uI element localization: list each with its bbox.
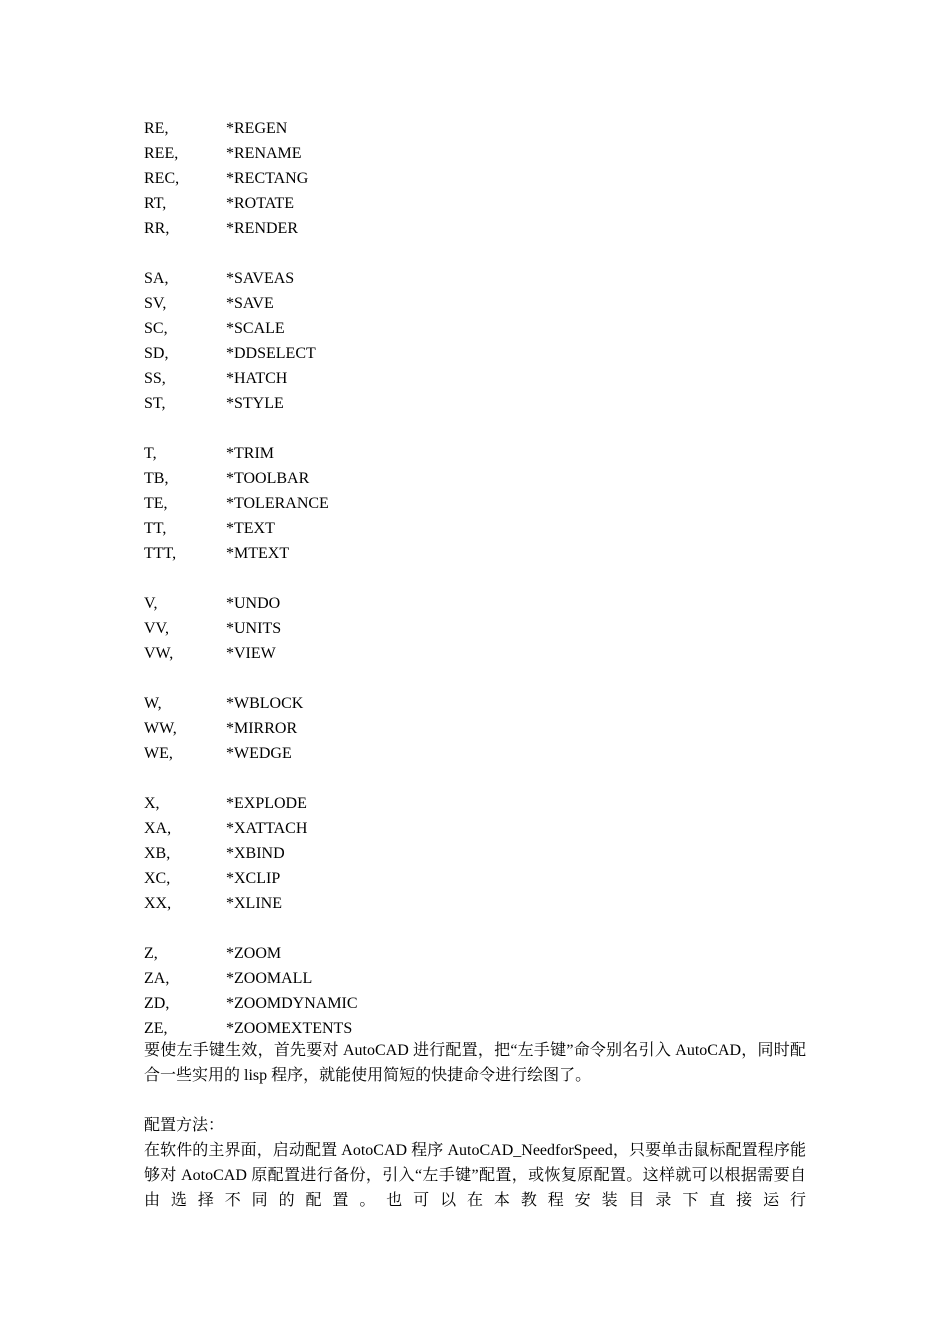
command-alias-list (144, 116, 804, 1041)
alias-command: *MIRROR (226, 720, 298, 737)
alias-key: ZA, (144, 970, 170, 987)
alias-command: *DDSELECT (226, 345, 316, 362)
alias-key: RR, (144, 220, 170, 237)
alias-key: W, (144, 695, 162, 712)
alias-row (144, 116, 804, 141)
alias-row (144, 866, 804, 891)
alias-command: *ROTATE (226, 195, 295, 212)
alias-command: *TEXT (226, 520, 275, 537)
alias-command: *ZOOMEXTENTS (226, 1020, 353, 1037)
alias-command: *XATTACH (226, 820, 308, 837)
alias-row (144, 816, 804, 841)
alias-command: *HATCH (226, 370, 288, 387)
alias-row (144, 216, 804, 241)
alias-command: *ZOOMALL (226, 970, 313, 987)
alias-group (144, 591, 804, 666)
alias-group (144, 116, 804, 241)
alias-key: WW, (144, 720, 177, 737)
alias-row (144, 266, 804, 291)
alias-key: TE, (144, 495, 168, 512)
alias-row (144, 466, 804, 491)
alias-row (144, 941, 804, 966)
alias-command: *RECTANG (226, 170, 309, 187)
alias-row (144, 391, 804, 416)
alias-key: REE, (144, 145, 179, 162)
config-heading: 配置方法： (144, 1117, 225, 1134)
alias-command: *TRIM (226, 445, 274, 462)
alias-key: TT, (144, 520, 167, 537)
alias-command: *SAVE (226, 295, 274, 312)
alias-row (144, 441, 804, 466)
alias-key: XC, (144, 870, 171, 887)
alias-key: TB, (144, 470, 169, 487)
alias-row (144, 591, 804, 616)
alias-command: *RENAME (226, 145, 302, 162)
paragraph-spacer (144, 1088, 806, 1113)
alias-command: *RENDER (226, 220, 298, 237)
alias-row (144, 366, 804, 391)
alias-group (144, 266, 804, 416)
alias-key: REC, (144, 170, 180, 187)
alias-row (144, 541, 804, 566)
document-body (144, 1038, 806, 1213)
alias-row (144, 616, 804, 641)
alias-row (144, 966, 804, 991)
config-paragraph: 在软件的主界面，启动配置 AotoCAD 程序 AutoCAD_NeedforSpeed，只要单击鼠标配置程序能够对 AotoCAD 原配置进行备份，引入“左手键”配置，或恢复原配置。这样就可以根据需要自由选择不同的配置。也可以在本教程安装目录下直接运行 (144, 1142, 806, 1209)
alias-row (144, 291, 804, 316)
alias-command: *ZOOM (226, 945, 282, 962)
alias-command: *WEDGE (226, 745, 292, 762)
alias-key: V, (144, 595, 158, 612)
alias-command: *TOOLBAR (226, 470, 310, 487)
alias-row (144, 141, 804, 166)
alias-key: T, (144, 445, 157, 462)
alias-row (144, 841, 804, 866)
alias-row (144, 341, 804, 366)
alias-group (144, 691, 804, 766)
alias-key: RT, (144, 195, 167, 212)
alias-key: X, (144, 795, 160, 812)
alias-key: XB, (144, 845, 171, 862)
alias-row (144, 716, 804, 741)
intro-paragraph: 要使左手键生效，首先要对 AutoCAD 进行配置，把“左手键”命令别名引入 AutoCAD，同时配合一些实用的 lisp 程序，就能使用简短的快捷命令进行绘图了。 (144, 1042, 806, 1084)
alias-group (144, 441, 804, 566)
alias-row (144, 516, 804, 541)
alias-key: VV, (144, 620, 170, 637)
alias-command: *VIEW (226, 645, 276, 662)
alias-key: VW, (144, 645, 174, 662)
alias-command: *XBIND (226, 845, 285, 862)
alias-key: TTT, (144, 545, 177, 562)
alias-key: SS, (144, 370, 166, 387)
alias-row (144, 191, 804, 216)
alias-key: SD, (144, 345, 169, 362)
alias-key: XX, (144, 895, 172, 912)
alias-command: *UNITS (226, 620, 282, 637)
alias-key: ZE, (144, 1020, 168, 1037)
alias-key: SA, (144, 270, 169, 287)
alias-command: *WBLOCK (226, 695, 304, 712)
alias-row (144, 891, 804, 916)
alias-row (144, 741, 804, 766)
alias-command: *MTEXT (226, 545, 290, 562)
alias-row (144, 166, 804, 191)
alias-key: XA, (144, 820, 172, 837)
alias-key: RE, (144, 120, 169, 137)
alias-key: ZD, (144, 995, 170, 1012)
alias-command: *ZOOMDYNAMIC (226, 995, 358, 1012)
alias-command: *SCALE (226, 320, 285, 337)
alias-row (144, 991, 804, 1016)
alias-key: SC, (144, 320, 168, 337)
alias-command: *XLINE (226, 895, 282, 912)
alias-key: WE, (144, 745, 173, 762)
alias-command: *REGEN (226, 120, 288, 137)
alias-command: *TOLERANCE (226, 495, 329, 512)
alias-command: *EXPLODE (226, 795, 307, 812)
alias-row (144, 491, 804, 516)
alias-key: Z, (144, 945, 158, 962)
alias-row (144, 691, 804, 716)
alias-group (144, 791, 804, 916)
alias-key: ST, (144, 395, 166, 412)
alias-row (144, 641, 804, 666)
alias-row (144, 791, 804, 816)
alias-command: *SAVEAS (226, 270, 295, 287)
alias-key: SV, (144, 295, 167, 312)
alias-command: *UNDO (226, 595, 281, 612)
alias-command: *XCLIP (226, 870, 281, 887)
alias-group (144, 941, 804, 1041)
alias-command: *STYLE (226, 395, 284, 412)
alias-row (144, 316, 804, 341)
